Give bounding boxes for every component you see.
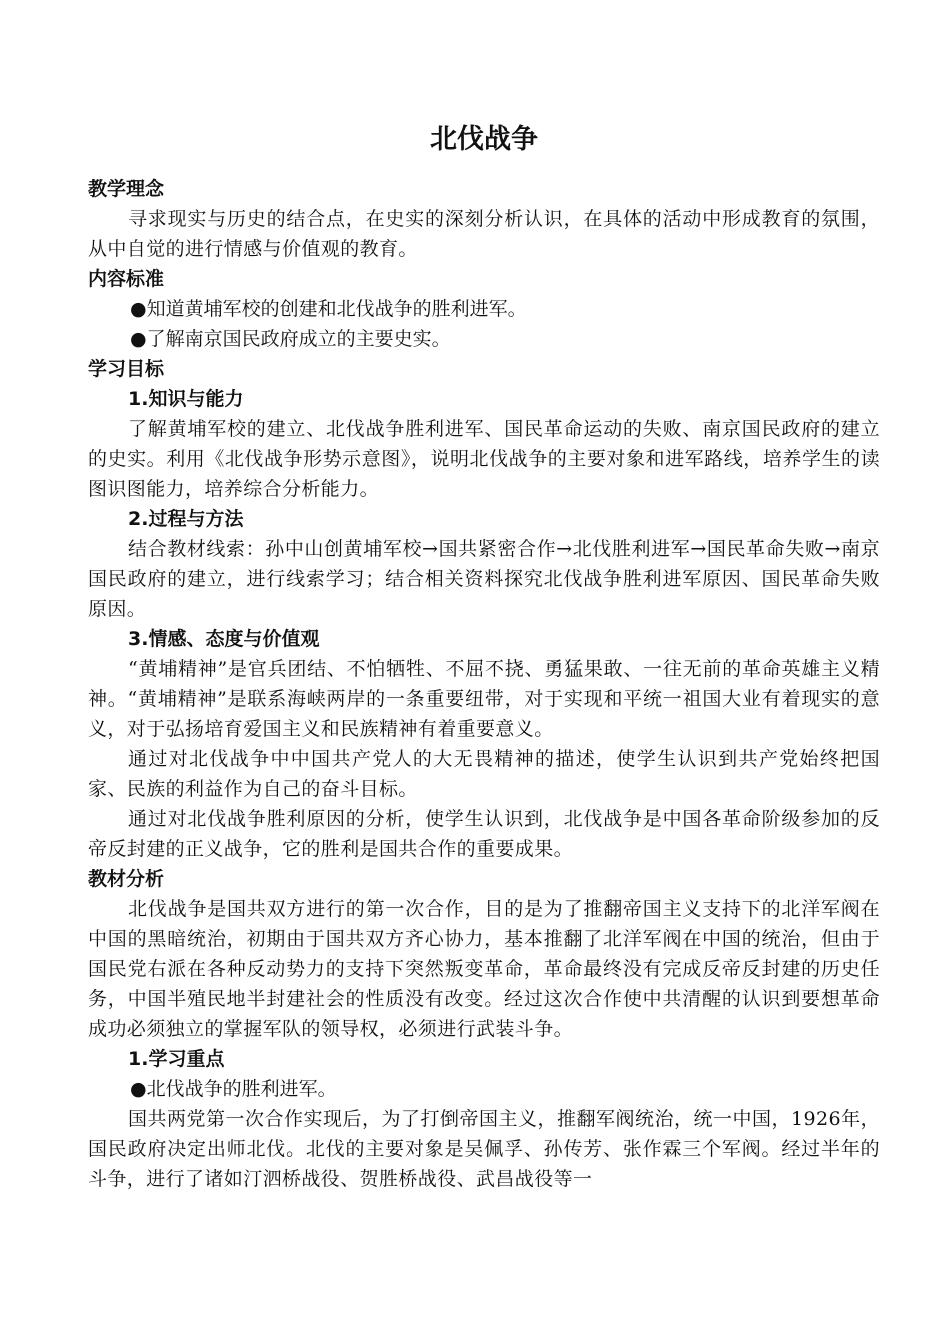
- paragraph-analysis: 北伐战争是国共双方进行的第一次合作，目的是为了推翻帝国主义支持下的北洋军阀在中国的黑暗统治，初期由于国共双方齐心协力，基本推翻了北洋军阀在中国的统治，但由于国民党右派在各种反动势力的支持下突然叛变革命，革命最终没有完成反帝反封建的历史任务，中国半殖民地半封建社会的性质没有改变。经过这次合作使中共清醒的认识到要想革命成功必须独立的掌握军队的领导权，必须进行武装斗争。: [88, 898, 880, 1040]
- page-title: 北伐战争: [430, 124, 538, 155]
- paragraph-knowledge: 了解黄埔军校的建立、北伐战争胜利进军、国民革命运动的失败、南京国民政府的建立的史实。利用《北伐战争形势示意图》，说明北伐战争的主要对象和进军路线，培养学生的读图识图能力，培养综合分析能力。: [88, 418, 880, 500]
- paragraph-process: 结合教材线索：孙中山创黄埔军校→国共紧密合作→北伐胜利进军→国民革命失败→南京国民政府的建立，进行线索学习；结合相关资料探究北伐战争胜利进军原因、国民革命失败原因。: [88, 538, 880, 620]
- heading-philosophy: 教学理念: [88, 178, 165, 200]
- paragraph-values-1: “黄埔精神”是官兵团结、不怕牺牲、不屈不挠、勇猛果敢、一往无前的革命英雄主义精神。“黄埔精神”是联系海峡两岸的一条重要纽带，对于实现和平统一祖国大业有着现实的意义，对于弘扬培育爱国主义和民族精神有着重要意义。: [88, 658, 880, 740]
- bullet-key-point-1: ●北伐战争的胜利进军。: [130, 1078, 337, 1100]
- paragraph-values-3: 通过对北伐战争胜利原因的分析，使学生认识到，北伐战争是中国各革命阶级参加的反帝反封建的正义战争，它的胜利是国共合作的重要成果。: [88, 808, 880, 860]
- subheading-knowledge: 1.知识与能力: [128, 388, 244, 410]
- subheading-values: 3.情感、态度与价值观: [128, 628, 320, 650]
- bullet-standard-1: ●知道黄埔军校的创建和北伐战争的胜利进军。: [130, 298, 527, 320]
- paragraph-philosophy: 寻求现实与历史的结合点，在史实的深刻分析认识，在具体的活动中形成教育的氛围，从中自觉的进行情感与价值观的教育。: [88, 208, 880, 260]
- bullet-standard-2: ●了解南京国民政府成立的主要史实。: [130, 328, 451, 350]
- paragraph-values-2: 通过对北伐战争中中国共产党人的大无畏精神的描述，使学生认识到共产党始终把国家、民族的利益作为自己的奋斗目标。: [88, 748, 880, 800]
- subheading-process: 2.过程与方法: [128, 508, 244, 530]
- heading-standards: 内容标准: [88, 268, 165, 290]
- paragraph-key-point-detail: 国共两党第一次合作实现后，为了打倒帝国主义，推翻军阀统治，统一中国，1926年，国民政府决定出师北伐。北伐的主要对象是吴佩孚、孙传芳、张作霖三个军阀。经过半年的斗争，进行了诸如汀泗桥战役、贺胜桥战役、武昌战役等一: [88, 1108, 880, 1190]
- heading-analysis: 教材分析: [88, 868, 165, 890]
- subheading-key-points: 1.学习重点: [128, 1048, 225, 1070]
- heading-goals: 学习目标: [88, 358, 165, 380]
- document-page: [88, 118, 880, 1194]
